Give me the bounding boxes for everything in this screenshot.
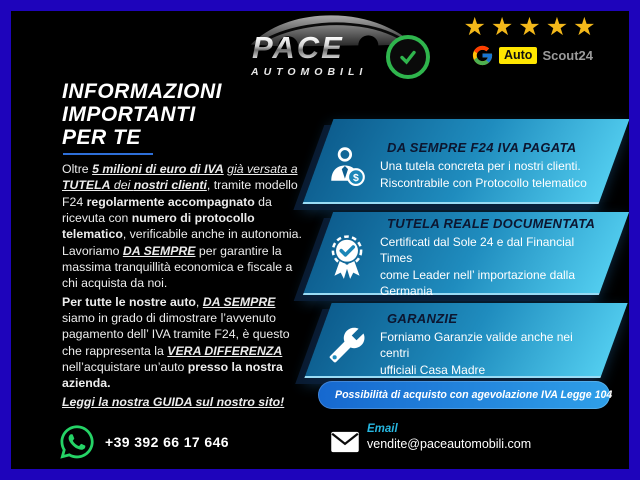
google-icon	[471, 44, 494, 67]
email-address[interactable]: vendite@paceautomobili.com	[367, 437, 532, 451]
card-tutela	[318, 212, 614, 298]
card-line: Una tutela concreta per i nostri clienti.	[380, 159, 581, 174]
review-sources	[450, 44, 614, 67]
medal-check-icon	[322, 235, 372, 281]
svg-text:$: $	[353, 171, 359, 184]
page-title-line2: IMPORTANTI	[62, 103, 196, 127]
card-line: Forniamo Garanzie valide anche nei centri	[380, 330, 573, 361]
email-icon[interactable]	[330, 431, 360, 453]
wrench-icon	[322, 326, 372, 364]
card-title: TUTELA REALE DOCUMENTATA	[387, 216, 596, 232]
card-f24-iva	[318, 119, 614, 204]
businessman-money-icon	[322, 145, 372, 187]
autoscout24-label: Scout24	[542, 48, 594, 63]
card-line: Certificati dal Sole 24 e dal Financial Times	[380, 235, 575, 266]
heading-underline	[63, 153, 153, 155]
brand-check-icon	[386, 35, 430, 79]
law-104-text: Possibilità di acquisto con agevolazione IVA Legge 104	[335, 389, 613, 401]
intro-paragraphs: Oltre 5 milioni di euro di IVA già versata a TUTELA dei nostri clienti, tramite modello F24 regolarmente accompagnato da ricevuta con numero di protocollo telematico, verificabile anche in autonomia. Lavoriamo DA SEMPRE per garantire la massima tranquillità economica e fiscale a chi acquista da noi. Per tutte le nostre auto, DA SEMPRE siamo in grado di dimostrare l’avvenuto pagamento dell’ IVA tramite F24, è questo che rappresenta la VERA DIFFERENZA nell’acquistare un’auto presso la nostra azienda. Leggi la nostra GUIDA sul nostro sito!	[62, 162, 302, 409]
page-title-line3: PER TE	[62, 126, 141, 150]
card-line: Riscontrabile con Protocollo telematico	[380, 175, 587, 190]
card-title: GARANZIE	[387, 311, 458, 327]
brand-logo	[236, 8, 438, 84]
brand-subtitle: AUTOMOBILI	[251, 66, 368, 78]
card-title: DA SEMPRE F24 IVA PAGATA	[387, 140, 577, 156]
page-title-line1: INFORMAZIONI	[62, 80, 222, 103]
law-104-banner	[318, 381, 613, 409]
phone-number[interactable]: +39 392 66 17 646	[105, 434, 229, 450]
card-line: ufficiali Casa Madre	[380, 362, 486, 377]
card-line: come Leader nell’ importazione dalla Germania	[380, 267, 575, 298]
autoscout24-auto-badge: Auto	[499, 47, 537, 64]
whatsapp-icon[interactable]	[58, 423, 96, 461]
brand-name: PACE	[252, 30, 344, 65]
star-rating: ★★★★★	[463, 13, 601, 41]
page-title	[62, 80, 222, 149]
email-label: Email	[367, 423, 398, 435]
info-cards	[318, 119, 614, 386]
card-garanzie	[318, 303, 614, 378]
